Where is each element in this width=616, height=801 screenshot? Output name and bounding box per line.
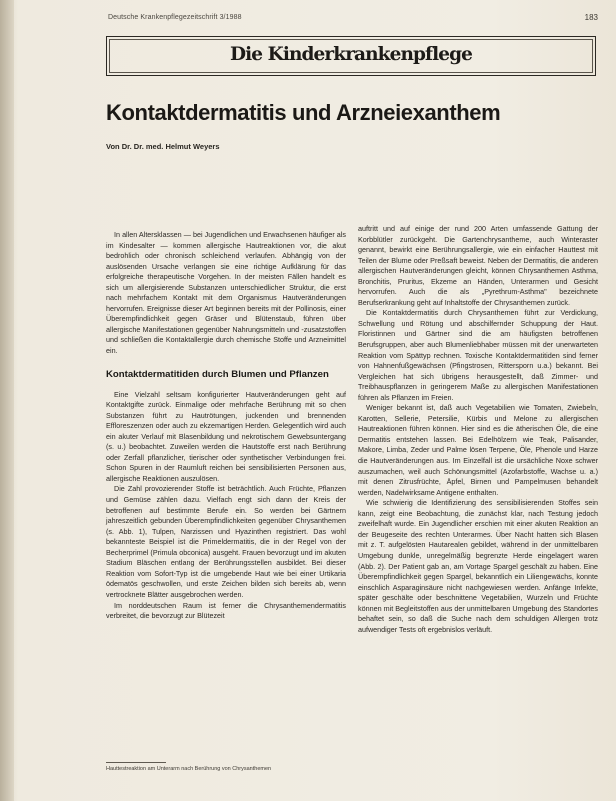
body-paragraph: Eine Vielzahl seltsam konfigurierter Hautveränderungen geht auf Kontaktgifte zurück. Einmalige oder mehrfache Berührung mit so chen Substanzen führt zu Hautrötungen, juckenden und brennenden Effloreszenzen oder auch zu ekzemartigen Herden. Gelegentlich wird auch ein akuter Verlauf mit Blasenbildung und nekrotischem Gewebsuntergang (s. u.) beobachtet. Zuweilen werden die Hautstoffe erst nach Berührung oder Zerfall pflanzlicher, tierischer oder synthetischer Verbindungen frei. Schon Spuren in der Raumluft reichen bei sensibilisierten Personen aus, allergische Reaktionen auszulösen. [106, 389, 346, 483]
body-paragraph: Die Zahl provozierender Stoffe ist beträchtlich. Auch Früchte, Pflanzen und Gemüse zählen dazu. Vielfach engt sich dann der Kreis der betroffenen auf bestimmte Berufe ein. So werden bei Gärtnern jahreszeitlich gebunden Überempfindlichkeiten gegenüber Chrysanthemen (s. Abb. 1), Tulpen, Narzissen und Hyazinthen registriert. Das wohl bekannteste Beispiel ist die Primeldermatitis, die in der Regel von der Becherprimel (Primula obconica) ausgeht. Frauen bevorzugt und im akuten Stadium Bläschen entlang der Berührungsstellen ausbildet. Bei dieser Reaktion vom Sofort-Typ ist die umgebende Haut wie bei einer Urtikaria ödematös geschwollen, und erste Zeichen bilden sich bereits ab, wenn vertrocknete Blätter ausgebrochen werden. [106, 484, 346, 599]
left-column [106, 230, 346, 622]
section-header-box [106, 36, 596, 76]
footnote-rule [106, 762, 166, 763]
body-paragraph: Wie schwierig die Identifizierung des sensibilisierenden Stoffes sein kann, zeigt eine Beobachtung, die zunächst klar, nach Testung jedoch zweifelhaft wurde. Ein Jugendlicher erschien mit einer akuten Reaktion an der Beugeseite des rechten Unterarmes. Über Nacht hatten sich Blasen mit z. T. aufgelösten Hautarealen gebildet, während in der unmittelbaren Umgebung dunkle, unregelmäßig begrenzte Herde eingelagert waren (Abb. 2). Der Patient gab an, am Vortage Spargel geschält zu haben. Eine Überempfindlichkeit gegen Spargel, bekanntlich ein Liliengewächs, konnte einschlich Asparaginsäure nicht nachgewiesen werden. Anfänge Infekte, später geschälte oder beschnittene Vegetabilien, Wurzeln und Früchte können mit Begleitstoffen aus der unmittelbaren Umgebung des Standortes behaftet sein, so daß die Suche nach dem schuldigen Allergen trotz aufwendiger Tests oft ergebnislos verläuft. [358, 498, 598, 634]
body-paragraph: Die Kontaktdermatitis durch Chrysanthemen führt zur Verdickung, Schwellung und Rötung und abschilfernder Schuppung der Haut. Floristinnen und Gärtner sind die am häufigsten betroffenen Berufsgruppen, aber auch Blumenliebhaber müssen mit der unerwarteten Reaktion vom Spättyp rechnen. Toxische Kontaktdermatitiden sind ferner von Hahnenfußgewächsen (Pfingstrosen, Rittersporn u.a.) bekannt. Bei Vergleichen hat sich übrigens herausgestellt, daß Zimmer- und Treibhauspflanzen in geringerem Maße zu allergischen Manifestationen führen als Pflanzen im Freien. [358, 308, 598, 402]
section-title: Die Kinderkrankenpflege [229, 44, 473, 65]
body-paragraph: auftritt und auf einige der rund 200 Arten umfassende Gattung der Korbblütler zurückgeht. Die Gartenchrysantheme, auch Winteraster genannt, bewirkt eine Berührungsallergie, wie ein einfacher Hauttest mit Teilen der Blume oder Preßsaft beweist. Neben der Dermatitis, die anderen allergischen Hautveränderungen gleicht, können Chrysanthemen Asthma, Bronchitis, Pruritus, Ekzeme an Händen, Unterarmen und Gesicht hervorrufen. Auch die als „Pyrethrum-Asthma" bezeichnete Berufserkrankung geht auf Inhaltstoffe der Chrysanthemen zurück. [358, 224, 598, 307]
page-binding-shadow [0, 0, 14, 801]
article-title: Kontaktdermatitis und Arzneiexanthem [106, 100, 501, 125]
body-paragraph: Weniger bekannt ist, daß auch Vegetabilien wie Tomaten, Zwiebeln, Karotten, Sellerie, Petersilie, Kürbis und Melone zu allergischen Hautreaktionen führen können. Hier sind es die ätherischen Öle, die eine Dermatitis entstehen lassen. Bei Edelhölzern wie Teak, Palisander, Makore, Limba, Zeder und Palme lösen Terpene, Öle, Phenole und Harze die Hautveränderungen aus. Im Einzelfall ist die ursächliche Noxe schwer auszumachen, weil auch Schönungsmittel (Azofarbstoffe, Wachse u. a.) mit denen Zitrusfrüchte, Äpfel, Birnen und Pampelmusen behandelt werden, Nadelwirksame Antigene enthalten. [358, 403, 598, 497]
body-paragraph: Im norddeutschen Raum ist ferner die Chrysanthemendermatitis verbreitet, die bevorzugt zur Blütezeit [106, 600, 346, 621]
subheading: Kontaktdermatitiden durch Blumen und Pflanzen [106, 368, 329, 380]
page-number: 183 [584, 13, 598, 22]
byline: Von Dr. Dr. med. Helmut Weyers [106, 142, 220, 151]
intro-paragraph: In allen Altersklassen — bei Jugendlichen und Erwachsenen häufiger als im Kindesalter — kommen allergische Hautreaktionen vor, die akut bedrohlich oder chronisch schleichend verlaufen. Abhängig von der auslösenden Ursache verlangen sie eine richtige Aufklärung für das erfolgreiche therapeutische Vorgehen. In der meisten Fällen handelt es sich um allergisierende Substanzen unterschiedlicher Struktur, die erst nach mehrfachem Kontakt mit dem Organismus Hautveränderungen hervorrufen. Ereignisse dieser Art beginnen bereits mit der Pollinosis, einer Überempfindlichkeit gegen Gräser und Blütenstaub, führen über allergische Manifestationen gegenüber Nahrungsmitteln und -zusatzstoffen und schließen die Kontaktallergie durch chemische Stoffe und Arzneimittel ein. [106, 230, 346, 356]
footnote: Hauttestreaktion am Unterarm nach Berührung von Chrysanthemen [106, 766, 272, 772]
running-head: Deutsche Krankenpflegezeitschrift 3/1988 [108, 14, 242, 21]
right-column [358, 224, 598, 635]
